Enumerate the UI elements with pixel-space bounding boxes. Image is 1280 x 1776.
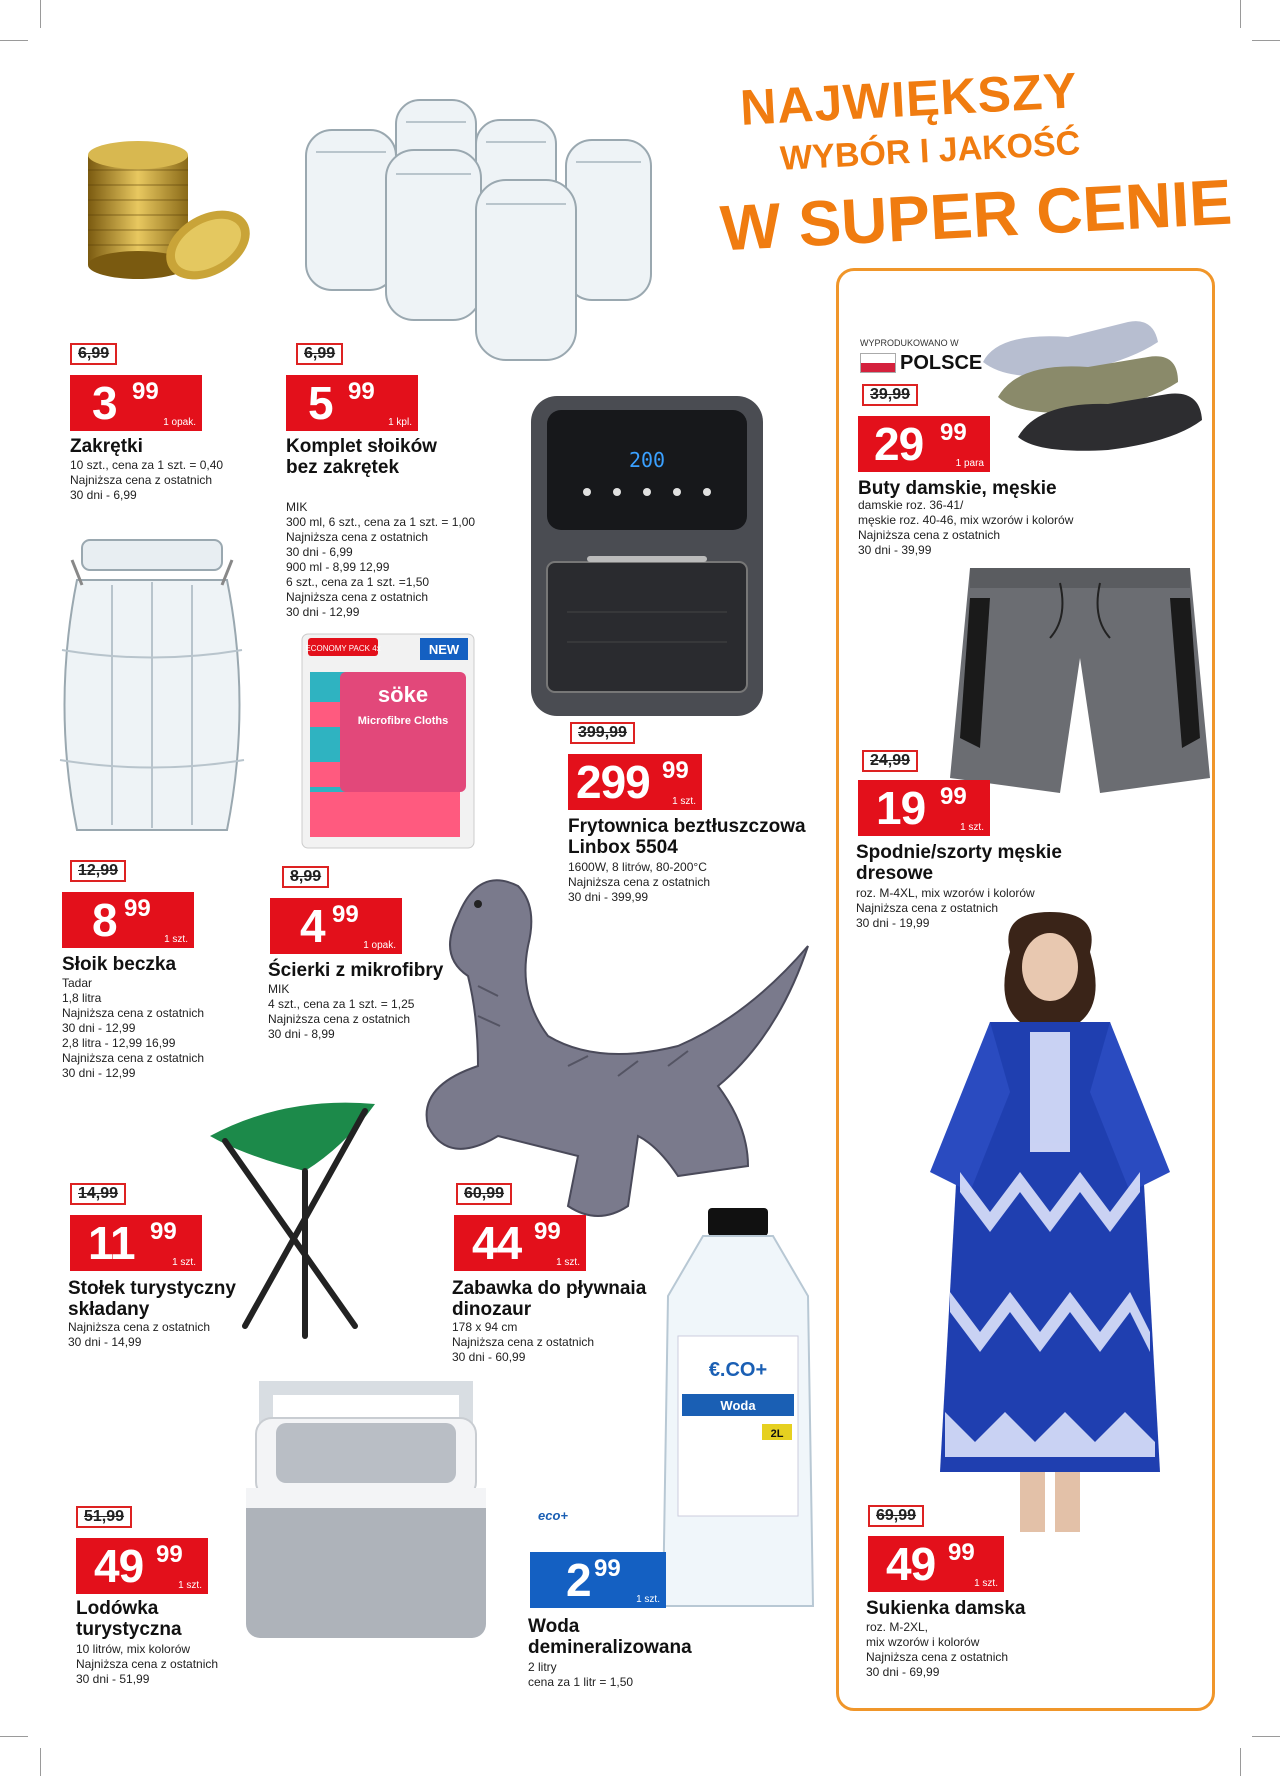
jar-lids-image bbox=[78, 135, 258, 285]
made-in-country: POLSCE bbox=[900, 352, 983, 374]
water-label-name: Woda bbox=[720, 1398, 756, 1413]
crop-mark bbox=[0, 40, 28, 41]
crop-mark bbox=[1240, 1748, 1241, 1776]
price-unit: 1 szt. bbox=[556, 1257, 580, 1268]
headline-line-3: W SUPER CENIE bbox=[718, 165, 1234, 265]
price-main: 44 bbox=[472, 1217, 522, 1269]
microfibre-cloths-image bbox=[300, 632, 476, 850]
wipes-brand: söke bbox=[377, 682, 429, 707]
price-cents: 99 bbox=[124, 895, 151, 922]
product-title: Słoik beczka bbox=[62, 954, 177, 975]
price-cents: 99 bbox=[332, 901, 359, 928]
price-tag bbox=[568, 754, 702, 810]
headline-line-2: WYBÓR I JAKOŚĆ bbox=[779, 124, 1082, 178]
product-description: 1600W, 8 litrów, 80-200°C Najniższa cena z ostatnich 30 dni - 399,99 bbox=[568, 860, 711, 904]
old-price: 14,99 bbox=[70, 1183, 126, 1205]
price-unit: 1 kpl. bbox=[388, 417, 412, 428]
price-unit: 1 opak. bbox=[163, 417, 196, 428]
crop-mark bbox=[40, 1748, 41, 1776]
crop-mark bbox=[1252, 40, 1280, 41]
price-unit: 1 szt. bbox=[960, 822, 984, 833]
price-unit: 1 szt. bbox=[178, 1580, 202, 1591]
old-price: 51,99 bbox=[76, 1506, 132, 1528]
old-price: 12,99 bbox=[70, 860, 126, 882]
price-unit: 1 szt. bbox=[172, 1257, 196, 1268]
price-main: 8 bbox=[92, 894, 117, 946]
glass-jars-image bbox=[296, 90, 666, 370]
wipes-name: Microfibre Cloths bbox=[357, 715, 449, 727]
old-price: 8,99 bbox=[282, 866, 329, 888]
price-main: 4 bbox=[300, 900, 325, 952]
price-cents: 99 bbox=[534, 1218, 561, 1245]
crop-mark bbox=[40, 0, 41, 28]
eco-logo: eco+ bbox=[538, 1508, 568, 1523]
price-main: 29 bbox=[874, 418, 924, 470]
product-description: damskie roz. 36-41/ męskie roz. 40-46, mix wzorów i kolorów Najniższa cena z ostatnich 30 dni - 39,99 bbox=[858, 498, 1074, 557]
price-cents: 99 bbox=[348, 378, 375, 405]
price-tag bbox=[286, 375, 418, 431]
product-title: Lodówka turystyczna bbox=[76, 1598, 182, 1640]
price-tag bbox=[858, 416, 990, 472]
product-description: 10 szt., cena za 1 szt. = 0,40 Najniższa cena z ostatnich 30 dni - 6,99 bbox=[70, 458, 224, 502]
price-cents: 99 bbox=[948, 1539, 975, 1566]
price-unit: 1 szt. bbox=[164, 934, 188, 945]
product-description: MIK 300 ml, 6 szt., cena za 1 szt. = 1,00 Najniższa cena z ostatnich 30 dni - 6,99 900 ml - 8,99 12,99 6 szt., cena za 1 szt. =1,50 Najniższa cena z ostatnich 30 dni - 12,99 bbox=[286, 500, 476, 619]
water-label-brand: €.CO+ bbox=[708, 1359, 768, 1381]
headline-line-1: NAJWIĘKSZY bbox=[738, 62, 1080, 136]
price-tag bbox=[454, 1215, 586, 1271]
price-tag bbox=[70, 1215, 202, 1271]
barrel-jar-image bbox=[52, 530, 252, 840]
price-unit: 1 para bbox=[955, 458, 984, 469]
price-cents: 99 bbox=[594, 1555, 621, 1582]
product-title: Woda demineralizowana bbox=[528, 1616, 692, 1658]
price-unit: 1 szt. bbox=[636, 1594, 660, 1605]
old-price: 24,99 bbox=[862, 750, 918, 772]
product-description: 178 x 94 cm Najniższa cena z ostatnich 30 dni - 60,99 bbox=[452, 1320, 595, 1364]
old-price: 39,99 bbox=[862, 384, 918, 406]
product-description: roz. M-4XL, mix wzorów i kolorów Najniższa cena z ostatnich 30 dni - 19,99 bbox=[856, 886, 1035, 930]
price-tag bbox=[270, 898, 402, 954]
price-main: 2 bbox=[566, 1554, 591, 1606]
product-description: 2 litry cena za 1 litr = 1,50 bbox=[528, 1660, 634, 1689]
promo-headline bbox=[700, 60, 1240, 265]
product-title: Sukienka damska bbox=[866, 1598, 1026, 1619]
price-main: 19 bbox=[876, 782, 926, 834]
price-main: 49 bbox=[886, 1538, 936, 1590]
crop-mark bbox=[0, 1736, 28, 1737]
dinosaur-float-image bbox=[418, 866, 818, 1234]
price-tag bbox=[62, 892, 194, 948]
product-title: Zabawka do pływnaia dinozaur bbox=[452, 1278, 647, 1320]
price-unit: 1 szt. bbox=[672, 796, 696, 807]
product-title: Buty damskie, męskie bbox=[858, 478, 1057, 499]
old-price: 6,99 bbox=[296, 343, 343, 365]
price-tag bbox=[530, 1552, 666, 1608]
water-bottle-image bbox=[658, 1206, 818, 1616]
product-title: Frytownica beztłuszczowa Linbox 5504 bbox=[568, 816, 806, 858]
product-description: Tadar 1,8 litra Najniższa cena z ostatnich 30 dni - 12,99 2,8 litra - 12,99 16,99 Najniższa cena z ostatnich 30 dni - 12,99 bbox=[62, 976, 205, 1080]
product-title: Ścierki z mikrofibry bbox=[268, 960, 444, 981]
price-cents: 99 bbox=[150, 1218, 177, 1245]
price-cents: 99 bbox=[940, 419, 967, 446]
price-unit: 1 szt. bbox=[974, 1578, 998, 1589]
price-main: 5 bbox=[308, 377, 333, 429]
product-title: Stołek turystyczny składany bbox=[68, 1278, 236, 1320]
shoes-image bbox=[978, 302, 1208, 462]
product-title: Komplet słoików bez zakrętek bbox=[286, 436, 437, 478]
shorts-image bbox=[950, 568, 1210, 798]
product-description: MIK 4 szt., cena za 1 szt. = 1,25 Najniższa cena z ostatnich 30 dni - 8,99 bbox=[268, 982, 415, 1041]
price-unit: 1 opak. bbox=[363, 940, 396, 951]
product-description: 10 litrów, mix kolorów Najniższa cena z ostatnich 30 dni - 51,99 bbox=[76, 1642, 219, 1686]
water-label-volume: 2L bbox=[770, 1428, 784, 1440]
wipes-economy-text: ECONOMY PACK 4x bbox=[305, 644, 381, 653]
poland-flag-icon bbox=[860, 353, 896, 373]
old-price: 60,99 bbox=[456, 1183, 512, 1205]
crop-mark bbox=[1252, 1736, 1280, 1737]
product-title: Zakrętki bbox=[70, 436, 143, 457]
product-description: Najniższa cena z ostatnich 30 dni - 14,99 bbox=[68, 1320, 211, 1349]
dress-image bbox=[900, 912, 1200, 1552]
price-tag bbox=[868, 1536, 1004, 1592]
price-tag bbox=[70, 375, 202, 431]
product-description: roz. M-2XL, mix wzorów i kolorów Najniższa cena z ostatnich 30 dni - 69,99 bbox=[866, 1620, 1009, 1679]
made-in-label: WYPRODUKOWANO W bbox=[860, 338, 959, 348]
price-cents: 99 bbox=[156, 1541, 183, 1568]
fryer-display-text: 200 bbox=[628, 448, 666, 472]
price-cents: 99 bbox=[662, 757, 689, 784]
price-tag bbox=[76, 1538, 208, 1594]
air-fryer-image bbox=[527, 392, 767, 722]
crop-mark bbox=[1240, 0, 1241, 28]
price-main: 3 bbox=[92, 377, 117, 429]
price-main: 299 bbox=[576, 756, 650, 808]
price-tag bbox=[858, 780, 990, 836]
price-cents: 99 bbox=[940, 783, 967, 810]
old-price: 69,99 bbox=[868, 1505, 924, 1527]
price-main: 49 bbox=[94, 1540, 144, 1592]
old-price: 6,99 bbox=[70, 343, 117, 365]
old-price: 399,99 bbox=[570, 722, 635, 744]
price-cents: 99 bbox=[132, 378, 159, 405]
price-main: 11 bbox=[88, 1217, 135, 1269]
product-title: Spodnie/szorty męskie dresowe bbox=[856, 842, 1062, 884]
wipes-new-badge: NEW bbox=[428, 642, 460, 657]
